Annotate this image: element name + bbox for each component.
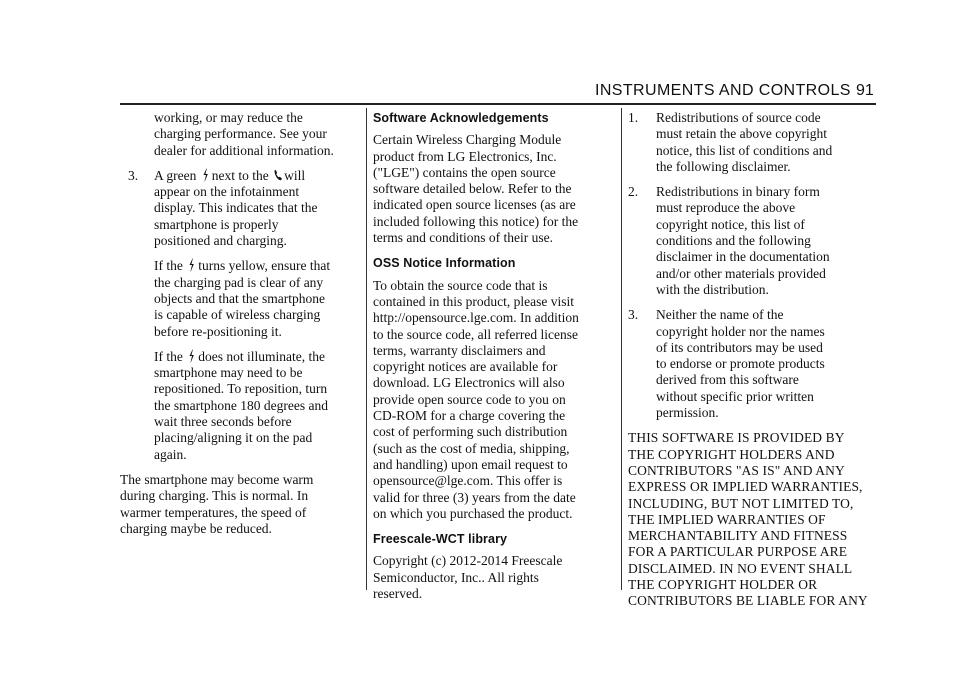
column-2 [373, 110, 617, 611]
continued-paragraph: working, or may reduce the charging performance. See your dealer for additional information. [154, 110, 334, 158]
list-item-3: 3. A green next to the will appear on the infotainment display. This indicates that the smartphone is properly positioned and charging. [128, 167, 318, 249]
column-divider-2 [621, 108, 622, 590]
yellow-paragraph: If the turns yellow, ensure that the charging pad is clear of any objects and that the smartphone is capable of wireless charging before re-positioning it. [154, 258, 331, 339]
disclaimer-paragraph: THIS SOFTWARE IS PROVIDED BY THE COPYRIGHT HOLDERS AND CONTRIBUTORS "AS IS" AND ANY EXPRESS OR IMPLIED WARRANTIES, INCLUDING, BUT NOT LIMITED TO, THE IMPLIED WARRANTIES OF MERCHANTABILITY AND FITNESS FOR A PARTICULAR PURPOSE ARE DISCLAIMED. IN NO EVENT SHALL THE COPYRIGHT HOLDER OR CONTRIBUTORS BE LIABLE FOR ANY [628, 430, 868, 609]
list-item-number: 1. [628, 110, 639, 125]
section-title: INSTRUMENTS AND CONTROLS [595, 82, 851, 99]
list-item-number: 2. [628, 184, 639, 200]
warm-paragraph: The smartphone may become warm during charging. This is normal. In warmer temperatures, the speed of charging maybe be reduced. [120, 471, 314, 536]
list-item-number: 3. [128, 167, 139, 183]
paragraph-oss: To obtain the source code that is contained in this product, please visit http://opensource.lge.com. In addition to the source code, all referred license terms, warranty disclaimers and copyright notices are available for download. LG Electronics will also provide open source code to you on CD-ROM for a charge covering the cost of performing such distribution (such as the cost of media, shipping, and handling) upon email request to opensource@lge.com. This offer is valid for three (3) years from the date on which you purchased the product. [373, 277, 579, 521]
charging-bolt-icon [201, 168, 210, 182]
column-divider-1 [366, 108, 367, 590]
header-rule [120, 103, 876, 105]
charging-bolt-icon [187, 349, 196, 363]
paragraph-freescale: Copyright (c) 2012-2014 Freescale Semiconductor, Inc.. All rights reserved. [373, 553, 563, 602]
list-item-2: 2. Redistributions in binary form must reproduce the above copyright notice, this list of conditions and the following disclaimer in the documentation and/or other materials provided with the distribution. [628, 184, 830, 297]
charging-bolt-icon [187, 258, 196, 272]
list-item-1: 1. Redistributions of source code must retain the above copyright notice, this list of conditions and the following disclaimer. [628, 110, 833, 174]
list-item-number: 3. [628, 307, 639, 323]
heading-freescale: Freescale-WCT library [373, 532, 508, 547]
page-number: 91 [856, 82, 874, 99]
illuminate-paragraph: If the does not illuminate, the smartphone may need to be repositioned. To reposition, turn the smartphone 180 degrees and wait three seconds before placing/aligning it on the pad again. [154, 348, 328, 462]
heading-oss-notice: OSS Notice Information [373, 256, 516, 271]
heading-software-acknowledgements: Software Acknowledgements [373, 111, 549, 125]
paragraph-lge: Certain Wireless Charging Module product from LG Electronics, Inc. ("LGE") contains the open source software detailed below. Refer to the indicated open source licenses (as are included following this notice) for the terms and conditions of their use. [373, 132, 579, 246]
list-item-3: 3. Neither the name of the copyright holder nor the names of its contributors may be used to endorse or promote products derived from this software without specific prior written permission. [628, 307, 825, 421]
column-1 [120, 110, 360, 546]
column-3 [628, 110, 876, 619]
smartphone-icon [273, 168, 282, 182]
page-header [0, 0, 960, 104]
